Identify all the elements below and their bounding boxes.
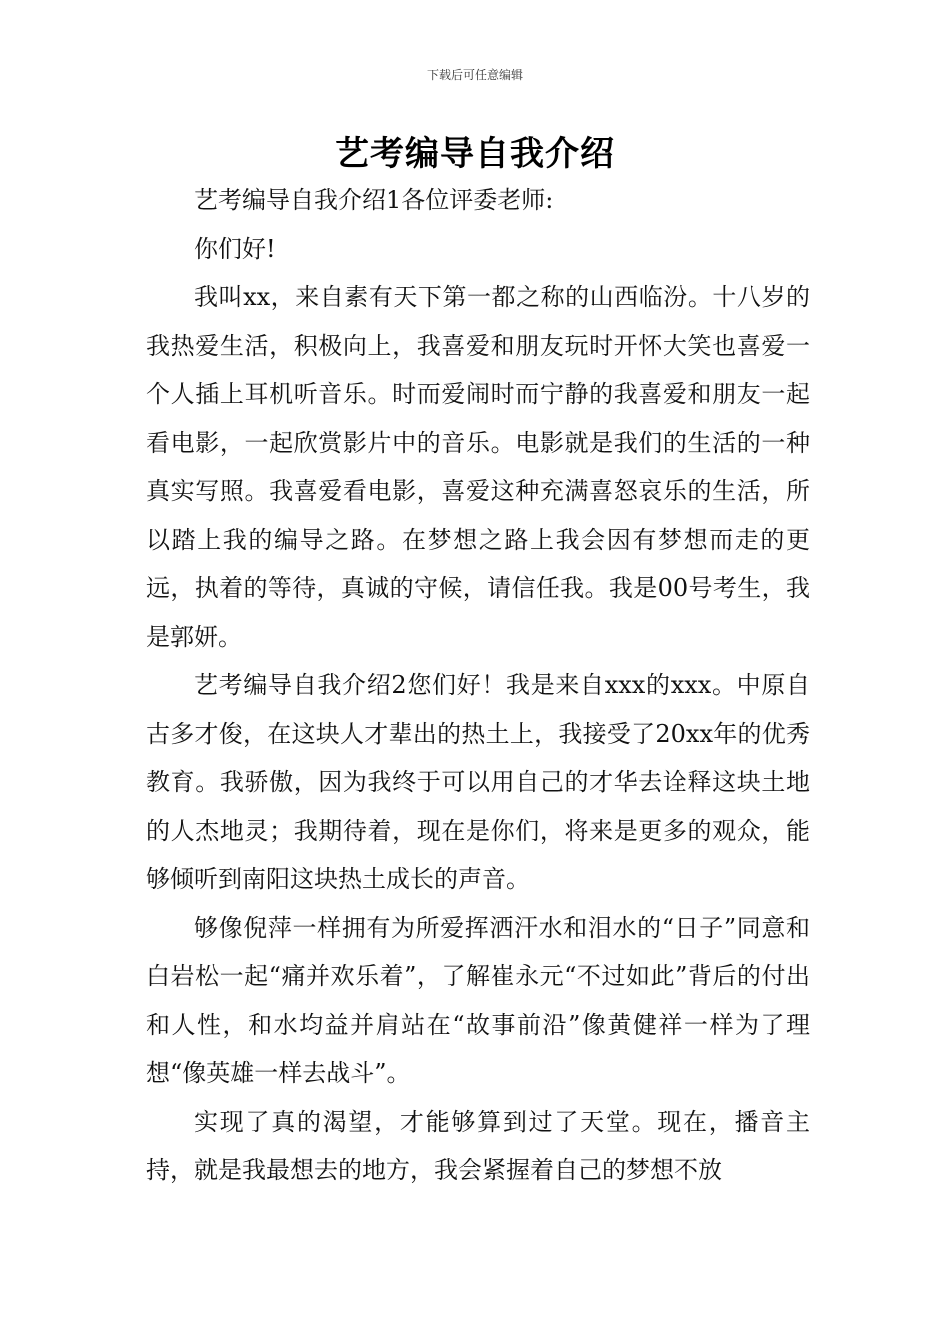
header-note: 下载后可任意编辑 — [426, 68, 523, 82]
paragraph-greeting: 你们好! — [194, 234, 276, 263]
paragraph-self-intro-2: 艺考编导自我介绍2您们好！我是来自xxx的xxx。中原自古多才俊，在这块人才辈出的热土上，我接受了20xx年的优秀教育。我骄傲，因为我终于可以用自己的才华去诠释这块土地的人杰地灵；我期待着，现在是你们，将来是更多的观众，能够倾听到南阳这块热土成长的声音。 — [146, 671, 810, 893]
paragraph-self-intro-1: 我叫xx，来自素有天下第一都之称的山西临汾。十八岁的我热爱生活，积极向上，我喜爱和朋友玩时开怀大笑也喜爱一个人插上耳机听音乐。时而爱闹时而宁静的我喜爱和朋友一起看电影，一起欣赏影片中的音乐。电影就是我们的生活的一种真实写照。我喜爱看电影，喜爱这种充满喜怒哀乐的生活，所以踏上我的编导之路。在梦想之路上我会因有梦想而走的更远，执着的等待，真诚的守候，请信任我。我是00号考生，我是郭妍。 — [146, 283, 810, 651]
paragraph-intro-heading: 艺考编导自我介绍1各位评委老师: — [194, 186, 554, 214]
paragraph-role-models: 够像倪萍一样拥有为所爱挥洒汗水和泪水的“日子”同意和白岩松一起“痛并欢乐着”，了解崔永元“不过如此”背后的付出和人性，和水均益并肩站在“故事前沿”像黄健祥一样为了理想“像英雄一样去战斗”。 — [146, 913, 810, 1087]
paragraph-dream: 实现了真的渴望，才能够算到过了天堂。现在，播音主持，就是我最想去的地方，我会紧握着自己的梦想不放 — [146, 1107, 810, 1184]
document-body — [146, 176, 810, 1195]
document-title: 艺考编导自我介绍 — [335, 134, 615, 174]
